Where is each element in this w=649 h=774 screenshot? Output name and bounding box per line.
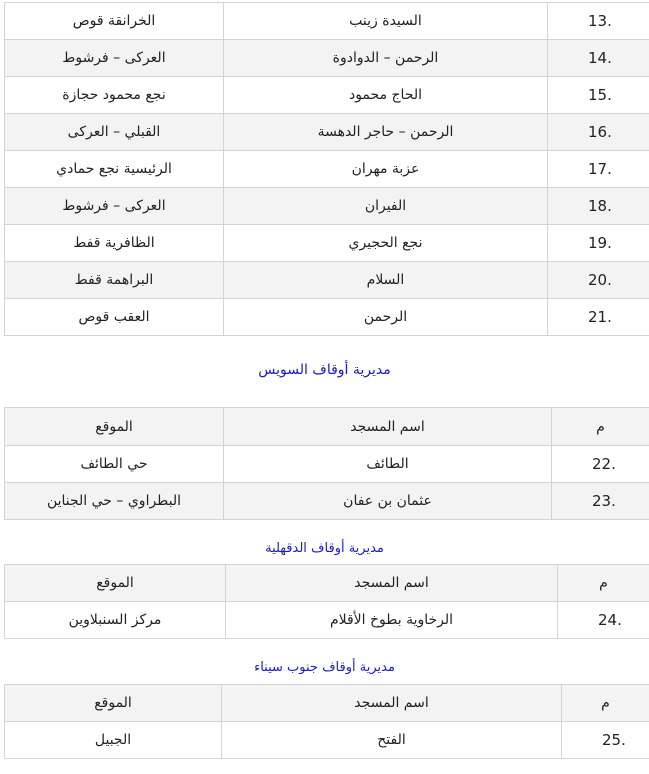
table-row bbox=[5, 40, 649, 77]
mosques-table-continued bbox=[4, 2, 649, 336]
table-row bbox=[5, 446, 649, 483]
location-cell: الرئيسية نجع حمادي bbox=[5, 151, 224, 188]
mosque-name-cell: عزبة مهران bbox=[224, 151, 548, 188]
mosque-name-cell: الرخاوية بطوخ الأقلام bbox=[226, 602, 558, 639]
table-row bbox=[5, 188, 649, 225]
location-cell: الظافرية قفط bbox=[5, 225, 224, 262]
location-cell: مركز السنبلاوين bbox=[5, 602, 226, 639]
table-row bbox=[5, 262, 649, 299]
location-header: الموقع bbox=[5, 565, 226, 602]
section-heading-dakahlia: مديرية أوقاف الدقهلية bbox=[265, 541, 384, 556]
table-row bbox=[5, 225, 649, 262]
table-row bbox=[5, 483, 649, 520]
location-cell: العقب قوص bbox=[5, 299, 224, 336]
table-header-row bbox=[5, 565, 649, 602]
mosques-table-dakahlia bbox=[4, 564, 649, 639]
row-number-cell: 25. bbox=[562, 722, 649, 759]
location-header: الموقع bbox=[5, 685, 222, 722]
table-header-row bbox=[5, 408, 649, 446]
row-number-cell: 23. bbox=[552, 483, 649, 520]
location-cell: الخرانقة قوص bbox=[5, 3, 224, 40]
number-header: م bbox=[562, 685, 649, 722]
mosque-name-cell: عثمان بن عفان bbox=[224, 483, 552, 520]
number-header: م bbox=[552, 408, 649, 446]
mosque-name-cell: نجع الحجيري bbox=[224, 225, 548, 262]
row-number-cell: 14. bbox=[548, 40, 649, 77]
row-number-cell: 16. bbox=[548, 114, 649, 151]
location-cell: الجبيل bbox=[5, 722, 222, 759]
location-cell: البراهمة قفط bbox=[5, 262, 224, 299]
row-number-cell: 22. bbox=[552, 446, 649, 483]
mosque-name-cell: الرحمن – حاجر الدهسة bbox=[224, 114, 548, 151]
mosque-name-header: اسم المسجد bbox=[226, 565, 558, 602]
location-cell: القبلي – العركى bbox=[5, 114, 224, 151]
location-cell: حي الطائف bbox=[5, 446, 224, 483]
table-row bbox=[5, 602, 649, 639]
row-number-cell: 24. bbox=[558, 602, 649, 639]
mosque-name-cell: الطائف bbox=[224, 446, 552, 483]
mosque-name-cell: الفيران bbox=[224, 188, 548, 225]
location-cell: العركى – فرشوط bbox=[5, 40, 224, 77]
row-number-cell: 17. bbox=[548, 151, 649, 188]
row-number-cell: 19. bbox=[548, 225, 649, 262]
row-number-cell: 15. bbox=[548, 77, 649, 114]
mosque-name-cell: الحاج محمود bbox=[224, 77, 548, 114]
mosques-table-south-sinai bbox=[4, 684, 649, 759]
table-row bbox=[5, 299, 649, 336]
location-header: الموقع bbox=[5, 408, 224, 446]
row-number-cell: 21. bbox=[548, 299, 649, 336]
table-row bbox=[5, 151, 649, 188]
mosque-name-cell: السلام bbox=[224, 262, 548, 299]
row-number-cell: 20. bbox=[548, 262, 649, 299]
location-cell: البطراوي – حي الجناين bbox=[5, 483, 224, 520]
mosque-name-cell: الرحمن – الدوادوة bbox=[224, 40, 548, 77]
mosques-table-suez bbox=[4, 407, 649, 520]
mosque-name-header: اسم المسجد bbox=[224, 408, 552, 446]
section-heading-suez: مديرية أوقاف السويس bbox=[258, 362, 391, 378]
location-cell: العركى – فرشوط bbox=[5, 188, 224, 225]
row-number-cell: 13. bbox=[548, 3, 649, 40]
table-header-row bbox=[5, 685, 649, 722]
mosque-name-cell: الفتح bbox=[222, 722, 562, 759]
row-number-cell: 18. bbox=[548, 188, 649, 225]
mosque-name-cell: السيدة زينب bbox=[224, 3, 548, 40]
table-row bbox=[5, 77, 649, 114]
mosque-name-cell: الرحمن bbox=[224, 299, 548, 336]
location-cell: نجع محمود حجازة bbox=[5, 77, 224, 114]
mosque-name-header: اسم المسجد bbox=[222, 685, 562, 722]
number-header: م bbox=[558, 565, 649, 602]
table-row bbox=[5, 114, 649, 151]
table-row bbox=[5, 722, 649, 759]
table-row bbox=[5, 3, 649, 40]
section-heading-south-sinai: مديرية أوقاف جنوب سيناء bbox=[254, 660, 395, 675]
